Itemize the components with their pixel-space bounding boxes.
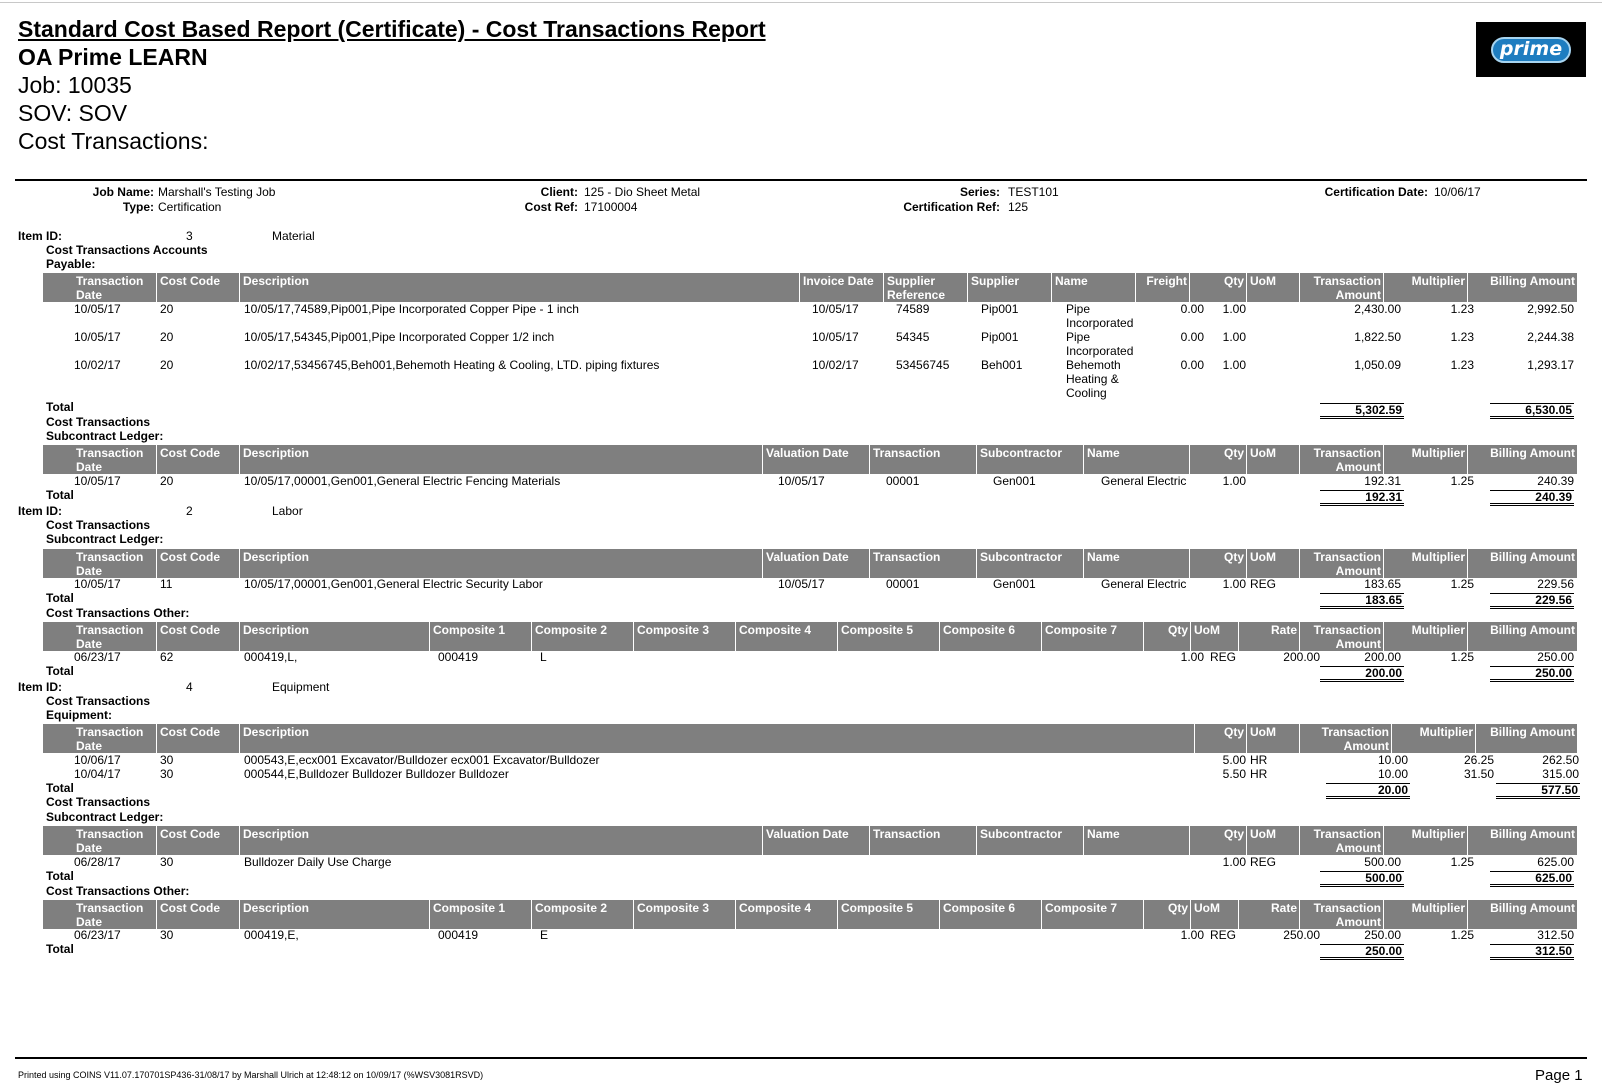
col-header: Description bbox=[240, 622, 430, 651]
cell-composite-1: 000419 bbox=[438, 650, 479, 664]
cell-billing-amount: 240.39 bbox=[1537, 474, 1574, 488]
col-header: Transaction Date bbox=[73, 549, 157, 578]
cell-qty: 1.00 bbox=[1180, 928, 1204, 942]
cell-qty: 1.00 bbox=[1222, 855, 1246, 869]
cell-tx-amount: 192.31 bbox=[1364, 474, 1401, 488]
header-rule bbox=[15, 179, 1587, 181]
col-header: Composite 6 bbox=[940, 622, 1042, 651]
col-header: Qty bbox=[1190, 445, 1247, 474]
col-header: Cost Code bbox=[157, 549, 240, 578]
cell-code: 20 bbox=[160, 302, 174, 316]
sov-line: SOV: SOV bbox=[18, 100, 128, 126]
col-header: Billing Amount bbox=[1490, 446, 1575, 460]
cell-date: 10/05/17 bbox=[74, 577, 121, 591]
total-billing-amount: 6,530.05 bbox=[1490, 403, 1574, 419]
total-tx-amount: 200.00 bbox=[1320, 666, 1404, 682]
cell-multiplier: 26.25 bbox=[1463, 753, 1494, 767]
col-header: Transaction Date bbox=[73, 826, 157, 855]
cell-rate: 200.00 bbox=[1283, 650, 1320, 664]
item-id-value: 2 bbox=[186, 504, 193, 518]
prime-logo-text: prime bbox=[1491, 37, 1571, 63]
col-header: Qty bbox=[1190, 826, 1247, 855]
cert-date-value: 10/06/17 bbox=[1434, 185, 1481, 199]
col-header: Composite 3 bbox=[634, 622, 736, 651]
col-header: Transaction Date bbox=[73, 900, 157, 929]
cell-code: 30 bbox=[160, 855, 174, 869]
cert-ref-value: 125 bbox=[1008, 200, 1029, 214]
total-tx-amount: 192.31 bbox=[1320, 490, 1404, 506]
total-label: Total bbox=[46, 942, 74, 956]
cell-code: 20 bbox=[160, 330, 174, 344]
col-header: Qty bbox=[1190, 273, 1247, 302]
col-header: Name bbox=[1084, 826, 1190, 855]
col-header: Description bbox=[240, 549, 763, 578]
col-header: Subcontractor bbox=[977, 445, 1084, 474]
col-header: UoM bbox=[1191, 622, 1239, 651]
col-header: Multiplier bbox=[1392, 724, 1476, 753]
col-header: Composite 1 bbox=[430, 900, 532, 929]
col-header: UoM bbox=[1191, 900, 1239, 929]
cell-code: 30 bbox=[160, 753, 174, 767]
cell-tx-amount: 10.00 bbox=[1377, 753, 1408, 767]
col-header: UoM bbox=[1247, 724, 1300, 753]
cell-supplier-ref: 74589 bbox=[896, 302, 930, 316]
cert-date-label: Certification Date: bbox=[1324, 185, 1428, 199]
cell-qty: 1.00 bbox=[1222, 330, 1246, 344]
col-header: Freight bbox=[1136, 273, 1190, 302]
cell-uom: HR bbox=[1250, 767, 1268, 781]
cell-description: 10/02/17,53456745,Beh001,Behemoth Heating & Cooling, LTD. piping fixtures bbox=[244, 358, 660, 372]
company-name: OA Prime LEARN bbox=[18, 44, 208, 70]
section-heading: Cost Transactions Other: bbox=[46, 606, 190, 620]
section-heading: Subcontract Ledger: bbox=[46, 429, 164, 443]
col-header: Qty bbox=[1144, 622, 1191, 651]
cell-uom: HR bbox=[1250, 753, 1268, 767]
cell-name: Pipe bbox=[1066, 330, 1091, 344]
cell-composite-2: E bbox=[540, 928, 549, 942]
cell-date: 10/02/17 bbox=[74, 358, 121, 372]
cell-billing-amount: 2,244.38 bbox=[1527, 330, 1574, 344]
col-header: Supplier bbox=[968, 273, 1052, 302]
prime-logo bbox=[1476, 22, 1586, 77]
col-header: UoM bbox=[1247, 445, 1300, 474]
cell-transaction: 00001 bbox=[886, 474, 920, 488]
cost-ref-label: Cost Ref: bbox=[524, 200, 578, 214]
table-header bbox=[43, 900, 1577, 929]
col-header: Transaction Amount bbox=[1300, 445, 1384, 474]
item-name: Labor bbox=[272, 504, 303, 518]
cell-date: 10/04/17 bbox=[74, 767, 121, 781]
col-header: UoM bbox=[1247, 273, 1300, 302]
cell-supplier-ref: 53456745 bbox=[896, 358, 950, 372]
col-header: Cost Code bbox=[157, 900, 240, 929]
col-header: Cost Code bbox=[157, 622, 240, 651]
cell-description: 000544,E,Bulldozer Bulldozer Bulldozer Bulldozer bbox=[244, 767, 509, 781]
cell-description: 000419,L, bbox=[244, 650, 298, 664]
col-header: Multiplier bbox=[1384, 826, 1468, 855]
cell-date: 06/23/17 bbox=[74, 928, 121, 942]
col-header: Description bbox=[240, 273, 800, 302]
report-title: Standard Cost Based Report (Certificate) - Cost Transactions Report bbox=[18, 16, 766, 42]
cell-qty: 1.00 bbox=[1222, 358, 1246, 372]
col-header: Billing Amount bbox=[1490, 725, 1575, 739]
cell-date: 10/05/17 bbox=[74, 302, 121, 316]
cell-multiplier: 31.50 bbox=[1463, 767, 1494, 781]
col-header: Composite 3 bbox=[634, 900, 736, 929]
col-header: Name bbox=[1052, 273, 1136, 302]
total-tx-amount: 500.00 bbox=[1320, 871, 1404, 887]
col-header: Description bbox=[240, 826, 763, 855]
col-header: Subcontractor bbox=[977, 549, 1084, 578]
col-header: Billing Amount bbox=[1490, 274, 1575, 288]
total-label: Total bbox=[46, 781, 74, 795]
cell-tx-amount: 500.00 bbox=[1364, 855, 1401, 869]
cell-qty: 5.00 bbox=[1222, 753, 1246, 767]
total-billing-amount: 625.00 bbox=[1490, 871, 1574, 887]
col-header: Name bbox=[1084, 445, 1190, 474]
col-header: Subcontractor bbox=[977, 826, 1084, 855]
total-billing-amount: 312.50 bbox=[1490, 944, 1574, 960]
cell-multiplier: 1.23 bbox=[1450, 330, 1474, 344]
section-heading: Cost Transactions bbox=[46, 415, 151, 429]
cell-tx-amount: 183.65 bbox=[1364, 577, 1401, 591]
cell-description: 10/05/17,74589,Pip001,Pipe Incorporated Copper Pipe - 1 inch bbox=[244, 302, 579, 316]
col-header: Composite 6 bbox=[940, 900, 1042, 929]
col-header: Multiplier bbox=[1384, 273, 1468, 302]
section-heading: Subcontract Ledger: bbox=[46, 810, 164, 824]
col-header: Rate bbox=[1239, 900, 1300, 929]
cell-freight: 0.00 bbox=[1180, 330, 1204, 344]
col-header: Description bbox=[240, 900, 430, 929]
col-header: Transaction Amount bbox=[1300, 549, 1384, 578]
cell-multiplier: 1.25 bbox=[1450, 855, 1474, 869]
col-header: Valuation Date bbox=[763, 826, 870, 855]
col-header: Name bbox=[1084, 549, 1190, 578]
cell-multiplier: 1.25 bbox=[1450, 474, 1474, 488]
cell-name: Cooling bbox=[1066, 386, 1107, 400]
type-label: Type: bbox=[122, 200, 154, 214]
col-header: Composite 1 bbox=[430, 622, 532, 651]
cell-uom: REG bbox=[1210, 650, 1237, 664]
series-value: TEST101 bbox=[1008, 185, 1059, 199]
total-label: Total bbox=[46, 488, 74, 502]
cell-name: Behemoth bbox=[1066, 358, 1121, 372]
col-header: Cost Code bbox=[157, 724, 240, 753]
cert-ref-label: Certification Ref: bbox=[903, 200, 1000, 214]
cell-transaction: 00001 bbox=[886, 577, 920, 591]
col-header: Transaction Amount bbox=[1300, 273, 1384, 302]
top-rule bbox=[0, 2, 1602, 3]
col-header: Transaction Date bbox=[73, 445, 157, 474]
section-heading: Cost Transactions Other: bbox=[46, 884, 190, 898]
footer-rule bbox=[15, 1057, 1587, 1059]
cell-tx-amount: 200.00 bbox=[1364, 650, 1401, 664]
cell-rate: 250.00 bbox=[1283, 928, 1320, 942]
job-line: Job: 10035 bbox=[18, 72, 132, 98]
cell-qty: 1.00 bbox=[1222, 577, 1246, 591]
item-id-value: 3 bbox=[186, 229, 193, 243]
total-billing-amount: 240.39 bbox=[1490, 490, 1574, 506]
cell-uom: REG bbox=[1210, 928, 1237, 942]
col-header: Composite 5 bbox=[838, 900, 940, 929]
total-tx-amount: 183.65 bbox=[1320, 593, 1404, 609]
cell-freight: 0.00 bbox=[1180, 358, 1204, 372]
cell-supplier: Pip001 bbox=[981, 330, 1019, 344]
cell-valuation-date: 10/05/17 bbox=[778, 474, 825, 488]
col-header: Cost Code bbox=[157, 273, 240, 302]
col-header: Transaction Amount bbox=[1300, 826, 1384, 855]
total-label: Total bbox=[46, 664, 74, 678]
col-header: Composite 2 bbox=[532, 900, 634, 929]
total-billing-amount: 250.00 bbox=[1490, 666, 1574, 682]
col-header: Invoice Date bbox=[800, 273, 884, 302]
table-header bbox=[43, 445, 1577, 474]
table-header bbox=[43, 622, 1577, 651]
cell-description: 10/05/17,00001,Gen001,General Electric Security Labor bbox=[244, 577, 543, 591]
cell-uom: REG bbox=[1250, 577, 1277, 591]
total-billing-amount: 229.56 bbox=[1490, 593, 1574, 609]
col-header: Multiplier bbox=[1384, 622, 1468, 651]
table-header bbox=[43, 273, 1577, 302]
cell-multiplier: 1.25 bbox=[1450, 650, 1474, 664]
cell-billing-amount: 1,293.17 bbox=[1527, 358, 1574, 372]
cell-description: 000543,E,ecx001 Excavator/Bulldozer ecx001 Excavator/Bulldozer bbox=[244, 753, 600, 767]
cell-multiplier: 1.23 bbox=[1450, 358, 1474, 372]
cell-subcontractor: Gen001 bbox=[993, 474, 1036, 488]
col-header: UoM bbox=[1247, 826, 1300, 855]
cell-qty: 1.00 bbox=[1222, 302, 1246, 316]
cell-billing-amount: 229.56 bbox=[1537, 577, 1574, 591]
col-header: Valuation Date bbox=[763, 445, 870, 474]
col-header: Billing Amount bbox=[1490, 623, 1575, 637]
total-billing-amount: 577.50 bbox=[1496, 783, 1580, 799]
total-label: Total bbox=[46, 591, 74, 605]
cell-valuation-date: 10/05/17 bbox=[778, 577, 825, 591]
cell-code: 20 bbox=[160, 474, 174, 488]
col-header: Billing Amount bbox=[1490, 827, 1575, 841]
col-header: Qty bbox=[1144, 900, 1191, 929]
item-id-value: 4 bbox=[186, 680, 193, 694]
col-header: Transaction Amount bbox=[1300, 622, 1384, 651]
type-value: Certification bbox=[158, 200, 222, 214]
col-header: Rate bbox=[1239, 622, 1300, 651]
cell-supplier: Beh001 bbox=[981, 358, 1023, 372]
cell-multiplier: 1.25 bbox=[1450, 928, 1474, 942]
item-id-label: Item ID: bbox=[18, 229, 63, 243]
section-heading: Payable: bbox=[46, 257, 96, 271]
cell-date: 10/06/17 bbox=[74, 753, 121, 767]
col-header: Transaction Date bbox=[73, 724, 157, 753]
cell-name: General Electric bbox=[1101, 474, 1187, 488]
cell-date: 10/05/17 bbox=[74, 474, 121, 488]
cell-name: Heating & bbox=[1066, 372, 1119, 386]
total-tx-amount: 250.00 bbox=[1320, 944, 1404, 960]
cell-billing-amount: 312.50 bbox=[1537, 928, 1574, 942]
col-header: Cost Code bbox=[157, 826, 240, 855]
cell-qty: 1.00 bbox=[1222, 474, 1246, 488]
col-header: Supplier Reference bbox=[884, 273, 968, 302]
cell-description: 10/05/17,00001,Gen001,General Electric Fencing Materials bbox=[244, 474, 561, 488]
cell-tx-amount: 250.00 bbox=[1364, 928, 1401, 942]
cost-transactions-line: Cost Transactions: bbox=[18, 128, 209, 154]
item-name: Equipment bbox=[272, 680, 330, 694]
cell-composite-2: L bbox=[540, 650, 547, 664]
col-header: Description bbox=[240, 724, 1195, 753]
col-header: Transaction Amount bbox=[1300, 724, 1392, 753]
item-id-label: Item ID: bbox=[18, 680, 63, 694]
cell-qty: 1.00 bbox=[1180, 650, 1204, 664]
col-header: Composite 5 bbox=[838, 622, 940, 651]
col-header: Billing Amount bbox=[1490, 901, 1575, 915]
cell-code: 30 bbox=[160, 767, 174, 781]
cell-description: Bulldozer Daily Use Charge bbox=[244, 855, 392, 869]
cell-composite-1: 000419 bbox=[438, 928, 479, 942]
cell-description: 000419,E, bbox=[244, 928, 299, 942]
section-heading: Cost Transactions bbox=[46, 795, 151, 809]
section-heading: Subcontract Ledger: bbox=[46, 532, 164, 546]
cell-date: 06/28/17 bbox=[74, 855, 121, 869]
cell-name: General Electric bbox=[1101, 577, 1187, 591]
section-heading: Equipment: bbox=[46, 708, 112, 722]
table-header bbox=[43, 549, 1577, 578]
item-id-label: Item ID: bbox=[18, 504, 63, 518]
total-tx-amount: 20.00 bbox=[1326, 783, 1410, 799]
cell-billing-amount: 315.00 bbox=[1542, 767, 1579, 781]
series-label: Series: bbox=[959, 185, 1000, 199]
item-name: Material bbox=[272, 229, 315, 243]
section-heading: Cost Transactions Accounts bbox=[46, 243, 208, 257]
col-header: Composite 2 bbox=[532, 622, 634, 651]
col-header: Valuation Date bbox=[763, 549, 870, 578]
col-header: Composite 4 bbox=[736, 900, 838, 929]
cell-code: 30 bbox=[160, 928, 174, 942]
cell-supplier-ref: 54345 bbox=[896, 330, 930, 344]
cell-description: 10/05/17,54345,Pip001,Pipe Incorporated Copper 1/2 inch bbox=[244, 330, 555, 344]
cost-ref-value: 17100004 bbox=[584, 200, 638, 214]
col-header: Composite 4 bbox=[736, 622, 838, 651]
col-header: Qty bbox=[1195, 724, 1247, 753]
client-value: 125 - Dio Sheet Metal bbox=[584, 185, 701, 199]
col-header: Billing Amount bbox=[1490, 550, 1575, 564]
total-label: Total bbox=[46, 400, 74, 414]
cell-date: 06/23/17 bbox=[74, 650, 121, 664]
cell-date: 10/05/17 bbox=[74, 330, 121, 344]
section-heading: Cost Transactions bbox=[46, 518, 151, 532]
col-header: Transaction Date bbox=[73, 622, 157, 651]
col-header: Multiplier bbox=[1384, 900, 1468, 929]
total-label: Total bbox=[46, 869, 74, 883]
col-header: Transaction bbox=[870, 445, 977, 474]
col-header: Description bbox=[240, 445, 763, 474]
col-header: Qty bbox=[1190, 549, 1247, 578]
table-header bbox=[43, 724, 1577, 753]
cell-code: 20 bbox=[160, 358, 174, 372]
cell-code: 11 bbox=[160, 577, 173, 591]
col-header: Cost Code bbox=[157, 445, 240, 474]
col-header: Composite 7 bbox=[1042, 900, 1144, 929]
client-label: Client: bbox=[540, 185, 578, 199]
cell-supplier: Pip001 bbox=[981, 302, 1019, 316]
col-header: Composite 7 bbox=[1042, 622, 1144, 651]
printed-by-note: Printed using COINS V11.07.170701SP436-31/08/17 by Marshall Ulrich at 12:48:12 on 10/09/17 (%WSV3081RSVD) bbox=[18, 1070, 484, 1080]
cell-name: Incorporated bbox=[1066, 316, 1134, 330]
cell-name: Incorporated bbox=[1066, 344, 1134, 358]
cell-qty: 5.50 bbox=[1222, 767, 1246, 781]
job-name-value: Marshall's Testing Job bbox=[158, 185, 276, 199]
cell-freight: 0.00 bbox=[1180, 302, 1204, 316]
job-name-label: Job Name: bbox=[92, 185, 154, 199]
cell-billing-amount: 2,992.50 bbox=[1527, 302, 1574, 316]
cell-name: Pipe bbox=[1066, 302, 1091, 316]
col-header: Transaction Date bbox=[73, 273, 157, 302]
cell-multiplier: 1.25 bbox=[1450, 577, 1474, 591]
col-header: Transaction bbox=[870, 549, 977, 578]
total-tx-amount: 5,302.59 bbox=[1320, 403, 1404, 419]
table-header bbox=[43, 826, 1577, 855]
cell-billing-amount: 250.00 bbox=[1537, 650, 1574, 664]
cell-invoice-date: 10/02/17 bbox=[812, 358, 859, 372]
cell-invoice-date: 10/05/17 bbox=[812, 330, 859, 344]
col-header: Multiplier bbox=[1384, 445, 1468, 474]
cell-tx-amount: 1,050.09 bbox=[1354, 358, 1401, 372]
cell-invoice-date: 10/05/17 bbox=[812, 302, 859, 316]
cell-code: 62 bbox=[160, 650, 174, 664]
col-header: Transaction bbox=[870, 826, 977, 855]
cell-tx-amount: 2,430.00 bbox=[1354, 302, 1401, 316]
cell-tx-amount: 1,822.50 bbox=[1354, 330, 1401, 344]
cell-subcontractor: Gen001 bbox=[993, 577, 1036, 591]
cell-billing-amount: 262.50 bbox=[1542, 753, 1579, 767]
cell-billing-amount: 625.00 bbox=[1537, 855, 1574, 869]
page-number: Page 1 bbox=[1535, 1067, 1583, 1084]
section-heading: Cost Transactions bbox=[46, 694, 151, 708]
cell-multiplier: 1.23 bbox=[1450, 302, 1474, 316]
col-header: UoM bbox=[1247, 549, 1300, 578]
cell-tx-amount: 10.00 bbox=[1377, 767, 1408, 781]
cell-uom: REG bbox=[1250, 855, 1277, 869]
col-header: Transaction Amount bbox=[1300, 900, 1384, 929]
col-header: Multiplier bbox=[1384, 549, 1468, 578]
